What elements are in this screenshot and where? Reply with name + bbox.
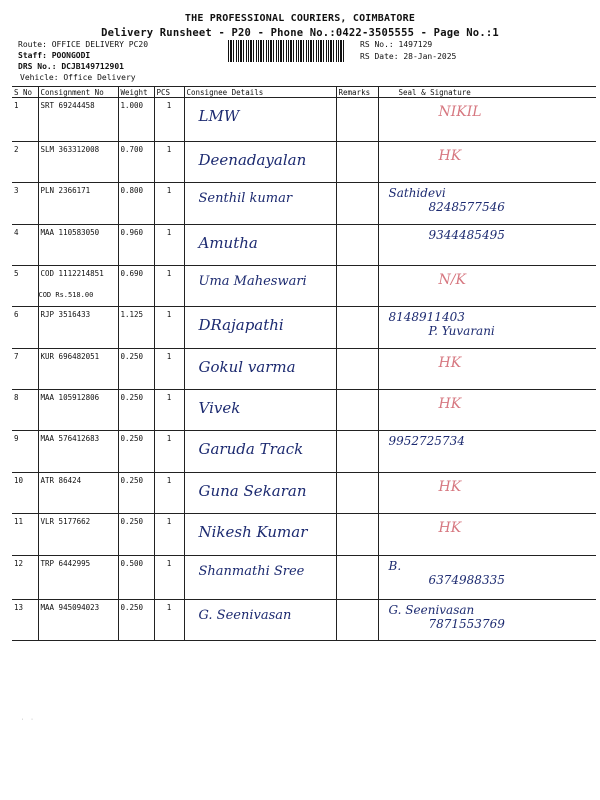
table-row [12, 600, 596, 641]
consignment-number-cell [38, 225, 118, 266]
consignment-number-cell [38, 98, 118, 142]
consignment-number-cell [38, 349, 118, 390]
consignee-cell [184, 98, 336, 142]
signature-cell [378, 225, 596, 266]
remarks-cell [336, 307, 378, 349]
consignment-number: SRT 69244458 [40, 101, 95, 110]
pieces-cell: 1 [154, 473, 184, 514]
signature-cell [378, 183, 596, 225]
consignee-handwriting: Shanmathi Sree [198, 564, 305, 579]
serial-number-cell: 13 [12, 600, 38, 641]
remarks-cell [336, 556, 378, 600]
barcode-image [228, 40, 346, 62]
weight-cell: 0.250 [118, 514, 154, 556]
weight-cell: 0.250 [118, 390, 154, 431]
consignment-number-cell [38, 183, 118, 225]
serial-number-cell: 2 [12, 142, 38, 183]
signature-cell [378, 98, 596, 142]
weight-cell: 1.000 [118, 98, 154, 142]
signature-handwriting: N/K [438, 272, 466, 288]
signature-handwriting: HK [438, 479, 462, 495]
weight-cell: 0.800 [118, 183, 154, 225]
signature-cell [378, 600, 596, 641]
signature-cell [378, 514, 596, 556]
pieces-cell: 1 [154, 307, 184, 349]
remarks-cell [336, 600, 378, 641]
weight-cell: 0.250 [118, 349, 154, 390]
table-row [12, 98, 596, 142]
consignment-number: VLR 5177662 [40, 517, 91, 526]
col-header-remarks: Remarks [336, 87, 378, 98]
table-row [12, 556, 596, 600]
consignee-cell [184, 514, 336, 556]
signature-handwriting: G. Seenivasan [388, 603, 475, 617]
consignee-handwriting: Garuda Track [198, 440, 304, 458]
signature-handwriting: 9952725734 [388, 434, 465, 448]
signature-handwriting: HK [438, 396, 462, 412]
signature-handwriting: HK [438, 355, 462, 371]
remarks-cell [336, 514, 378, 556]
signature-cell [378, 431, 596, 473]
table-header-row [12, 87, 596, 98]
staff-text: Staff: POONGODI [18, 51, 91, 60]
cod-amount: COD Rs.518.00 [38, 291, 94, 299]
pieces-cell: 1 [154, 142, 184, 183]
signature-cell [378, 142, 596, 183]
consignee-cell [184, 431, 336, 473]
consignee-cell [184, 349, 336, 390]
consignment-number-cell [38, 307, 118, 349]
consignee-handwriting: G. Seenivasan [198, 608, 292, 623]
consignment-number: MAA 576412683 [40, 434, 100, 443]
col-header-consignment: Consignment No [38, 87, 118, 98]
pieces-cell: 1 [154, 431, 184, 473]
vehicle-text: Vehicle: Office Delivery [20, 73, 136, 82]
table-row [12, 431, 596, 473]
table-row [12, 307, 596, 349]
consignment-number: RJP 3516433 [40, 310, 91, 319]
consignee-handwriting: Gokul varma [198, 358, 296, 376]
serial-number-cell: 10 [12, 473, 38, 514]
col-header-pcs: PCS [154, 87, 184, 98]
consignment-number-cell [38, 266, 118, 307]
signature-phone-number: P. Yuvarani [428, 324, 495, 338]
runsheet-table [12, 86, 596, 641]
consignee-handwriting: Nikesh Kumar [198, 523, 308, 541]
consignee-handwriting: Uma Maheswari [198, 274, 307, 289]
consignment-number: SLM 363312008 [40, 145, 100, 154]
consignment-number: TRP 6442995 [40, 559, 91, 568]
signature-cell [378, 349, 596, 390]
table-row [12, 514, 596, 556]
scan-speck: ˙ ˙ [20, 718, 35, 727]
col-header-sno: S No [12, 87, 38, 98]
remarks-cell [336, 349, 378, 390]
consignee-cell [184, 266, 336, 307]
serial-number-cell: 8 [12, 390, 38, 431]
signature-cell [378, 307, 596, 349]
weight-cell: 0.250 [118, 600, 154, 641]
serial-number-cell: 9 [12, 431, 38, 473]
consignment-number: ATR 86424 [40, 476, 82, 485]
signature-phone-number: 9344485495 [428, 228, 505, 242]
consignment-number-cell [38, 556, 118, 600]
remarks-cell [336, 225, 378, 266]
route-text: Route: OFFICE DELIVERY PC20 [18, 40, 149, 49]
signature-handwriting: HK [438, 520, 462, 536]
table-row [12, 266, 596, 307]
pieces-cell: 1 [154, 514, 184, 556]
pieces-cell: 1 [154, 600, 184, 641]
serial-number-cell: 11 [12, 514, 38, 556]
consignee-cell [184, 183, 336, 225]
weight-cell: 0.250 [118, 431, 154, 473]
consignment-number: MAA 110583050 [40, 228, 100, 237]
remarks-cell [336, 183, 378, 225]
remarks-cell [336, 390, 378, 431]
consignee-cell [184, 556, 336, 600]
signature-handwriting: 8148911403 [388, 310, 465, 324]
consignee-cell [184, 307, 336, 349]
company-title: THE PROFESSIONAL COURIERS, COIMBATORE [184, 13, 416, 24]
weight-cell: 0.690 [118, 266, 154, 307]
pieces-cell: 1 [154, 266, 184, 307]
consignee-cell [184, 142, 336, 183]
weight-cell: 0.500 [118, 556, 154, 600]
pieces-cell: 1 [154, 349, 184, 390]
consignee-handwriting: Senthil kumar [198, 191, 293, 206]
rs-date: RS Date: 28-Jan-2025 [360, 52, 457, 61]
table-row [12, 225, 596, 266]
table-row [12, 142, 596, 183]
table-row [12, 349, 596, 390]
serial-number-cell: 12 [12, 556, 38, 600]
pieces-cell: 1 [154, 183, 184, 225]
consignment-number-cell [38, 473, 118, 514]
col-header-consignee: Consignee Details [184, 87, 336, 98]
consignment-number: MAA 945094023 [40, 603, 100, 612]
consignment-number-cell [38, 142, 118, 183]
consignment-number-cell [38, 514, 118, 556]
remarks-cell [336, 431, 378, 473]
pieces-cell: 1 [154, 390, 184, 431]
serial-number-cell: 3 [12, 183, 38, 225]
signature-handwriting: NIKIL [438, 104, 482, 120]
consignee-cell [184, 390, 336, 431]
weight-cell: 0.700 [118, 142, 154, 183]
signature-cell [378, 473, 596, 514]
consignee-handwriting: LMW [198, 107, 240, 125]
serial-number-cell: 6 [12, 307, 38, 349]
table-row [12, 183, 596, 225]
consignment-number-cell [38, 431, 118, 473]
remarks-cell [336, 473, 378, 514]
consignee-handwriting: Vivek [198, 399, 241, 417]
consignee-handwriting: Guna Sekaran [198, 482, 307, 500]
consignment-number-cell [38, 390, 118, 431]
signature-cell [378, 390, 596, 431]
pieces-cell: 1 [154, 98, 184, 142]
consignee-handwriting: DRajapathi [198, 316, 284, 334]
consignment-number: MAA 105912806 [40, 393, 100, 402]
consignee-handwriting: Amutha [198, 234, 258, 252]
consignee-handwriting: Deenadayalan [198, 151, 307, 169]
signature-phone-number: 7871553769 [428, 617, 505, 631]
drs-number: DRS No.: DCJB149712901 [18, 62, 124, 71]
serial-number-cell: 7 [12, 349, 38, 390]
consignee-cell [184, 473, 336, 514]
consignee-cell [184, 225, 336, 266]
consignment-number: KUR 696482051 [40, 352, 100, 361]
col-header-signature: Seal & Signature [378, 87, 596, 98]
weight-cell: 0.960 [118, 225, 154, 266]
pieces-cell: 1 [154, 556, 184, 600]
table-row [12, 473, 596, 514]
consignment-number: COD 1112214851 [40, 269, 104, 278]
weight-cell: 0.250 [118, 473, 154, 514]
pieces-cell: 1 [154, 225, 184, 266]
consignee-cell [184, 600, 336, 641]
signature-phone-number: 6374988335 [428, 573, 505, 587]
remarks-cell [336, 142, 378, 183]
consignment-number: PLN 2366171 [40, 186, 91, 195]
serial-number-cell: 1 [12, 98, 38, 142]
remarks-cell [336, 266, 378, 307]
consignment-number-cell [38, 600, 118, 641]
runsheet-subtitle: Delivery Runsheet - P20 - Phone No.:0422-3505555 - Page No.:1 [101, 27, 499, 39]
signature-handwriting: HK [438, 148, 462, 164]
signature-handwriting: Sathidevi [388, 186, 446, 200]
col-header-weight: Weight [118, 87, 154, 98]
signature-cell [378, 266, 596, 307]
weight-cell: 1.125 [118, 307, 154, 349]
signature-phone-number: 8248577546 [428, 200, 505, 214]
serial-number-cell: 4 [12, 225, 38, 266]
remarks-cell [336, 98, 378, 142]
table-row [12, 390, 596, 431]
signature-cell [378, 556, 596, 600]
rs-number: RS No.: 1497129 [360, 40, 433, 49]
serial-number-cell: 5 [12, 266, 38, 307]
signature-handwriting: B. [388, 559, 402, 573]
